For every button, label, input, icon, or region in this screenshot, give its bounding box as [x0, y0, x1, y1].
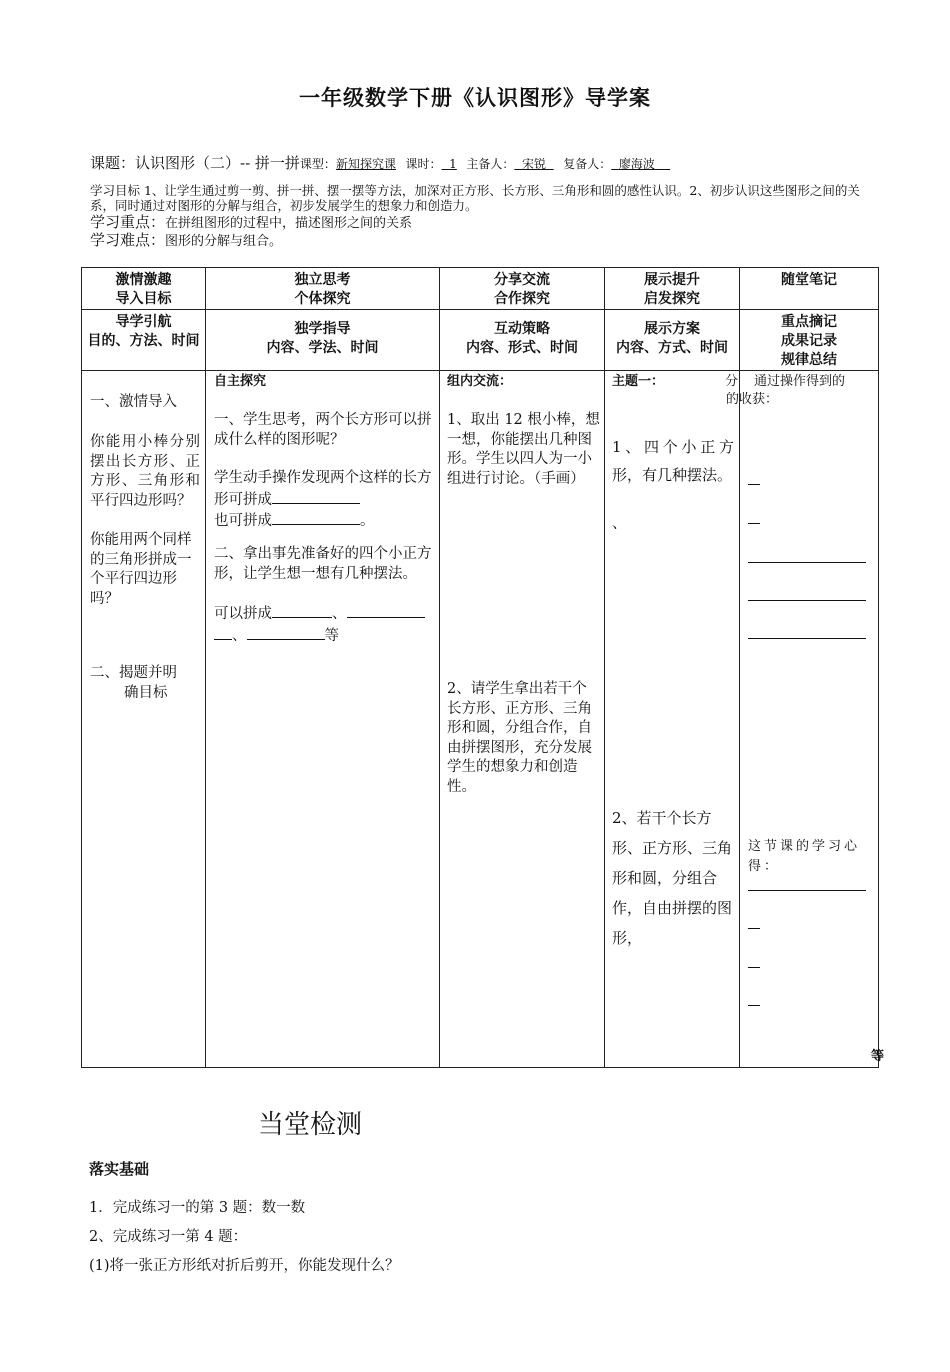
notes-blank	[748, 523, 760, 524]
topic-label: 课题：	[90, 154, 136, 172]
self-study-cell	[206, 371, 440, 1068]
goal-heading-line-2: 确目标	[124, 685, 168, 701]
difficulty-value: 图形的分解与组合。	[165, 234, 283, 249]
header-cell: 互动策略 内容、形式、时间	[440, 310, 605, 371]
type-label: 课型：	[299, 157, 336, 171]
intro-question-2: 你能用两个同样的三角形拼成一个平行四边形吗？	[90, 532, 192, 607]
group-task-2: 2、请学生拿出若干个长方形、正方形、三角形和圆，分组合作，自由拼摆图形，充分发展学生的想象力和创造性。	[447, 681, 592, 795]
header-cell: 随堂笔记	[740, 268, 879, 310]
show-heading: 主题一：	[612, 374, 665, 389]
check-subtitle: 落实基础	[89, 1160, 150, 1178]
intro-cell	[82, 371, 206, 1068]
notes-p1a: 通过操作得到的	[754, 374, 846, 389]
header-cell: 展示提升 启发探究	[605, 268, 740, 310]
learning-focus	[90, 214, 412, 250]
preparer-label: 主备人：	[466, 157, 515, 171]
preparer-value: 宋锐	[522, 157, 547, 171]
header-cell: 分享交流 合作探究	[440, 268, 605, 310]
notes-blank	[748, 638, 866, 639]
notes-blank	[748, 562, 866, 563]
notes-blank	[748, 890, 866, 891]
header-cell: 独学指导 内容、学法、时间	[206, 310, 440, 371]
hours-label: 课时：	[405, 157, 442, 171]
notes-blank	[748, 600, 866, 601]
self-study-p1: 一、学生思考，两个长方形可以拼成什么样的图形呢？	[214, 412, 432, 448]
hours-value: 1	[449, 157, 457, 171]
notes-end: 等	[871, 1049, 885, 1064]
learning-goals: 学习目标 1、让学生通过剪一剪、拼一拼、摆一摆等方法，加深对正方形、长方形、三角形和圆的感性认识。2、初步认识这些图形之间的关系，同时通过对图形的分解与组合，初步发展学生的想象力和创造力。	[90, 183, 860, 213]
notes-blank	[748, 928, 760, 929]
self-study-heading: 自主探究	[214, 374, 267, 389]
show-cell	[605, 371, 740, 1068]
check-item-2: 2、完成练习一第 4 题：	[89, 1229, 248, 1245]
intro-heading: 一、激情导入	[90, 394, 177, 410]
group-cell	[440, 371, 605, 1068]
check-title: 当堂检测	[258, 1110, 363, 1140]
key-label: 学习重点：	[90, 213, 166, 231]
intro-question-1: 你能用小棒分别摆出长方形、正方形、三角形和平行四边形吗？	[90, 434, 200, 509]
header-cell: 重点摘记 成果记录 规律总结	[740, 310, 879, 371]
show-topic-2: 2、若干个长方形、正方形、三角形和圆，分组合作，自由拼摆的图形，	[612, 809, 733, 947]
notes-blank	[748, 1005, 760, 1006]
self-study-p4: 可以拼成 、 、 等	[214, 603, 436, 646]
key-value: 在拼组图形的过程中，描述图形之间的关系	[165, 216, 413, 231]
notes-p1b: 的收获：	[726, 392, 779, 407]
topic-value: 认识图形（二）-- 拼一拼	[135, 154, 300, 172]
show-fen: 分	[725, 374, 739, 389]
header-cell: 导学引航 目的、方法、时间	[82, 310, 206, 371]
header-row-2	[82, 310, 879, 371]
self-study-p3: 二、拿出事先准备好的四个小正方形，让学生想一想有几种摆法。	[214, 546, 432, 582]
header-row-1	[82, 268, 879, 310]
notes-blank	[748, 484, 760, 485]
header-cell: 独立思考 个体探究	[206, 268, 440, 310]
notes-p2: 这节课的学习心得：	[748, 839, 861, 874]
check-item-1: 1．完成练习一的第 3 题：数一数	[89, 1200, 306, 1216]
notes-blank	[748, 967, 760, 968]
group-task-1: 1、取出 12 根小棒，想一想，你能摆出几种图形。学生以四人为一小组进行讨论。（手画）	[447, 412, 600, 487]
content-row	[82, 371, 879, 1068]
goal-heading-line-1: 二、揭题并明	[90, 665, 177, 681]
reviewer-label: 复备人：	[563, 157, 612, 171]
lesson-meta	[90, 152, 670, 173]
show-dun: 、	[612, 516, 627, 532]
lesson-table	[81, 267, 885, 1068]
notes-cell	[726, 371, 885, 1068]
self-study-p2: 学生动手操作发现两个这样的长方形可拼成 也可拼成 。	[214, 470, 432, 529]
group-heading: 组内交流：	[447, 374, 513, 389]
header-cell: 激情激趣 导入目标	[82, 268, 206, 310]
page-title: 一年级数学下册《认识图形》导学案	[299, 86, 651, 110]
check-item-3: (1)将一张正方形纸对折后剪开，你能发现什么？	[89, 1258, 400, 1274]
difficulty-label: 学习难点：	[90, 231, 166, 249]
show-topic-1: 1、四个小正方形，有几种摆法。	[612, 438, 734, 484]
reviewer-value: 廖海波	[618, 157, 655, 171]
header-cell: 展示方案 内容、方式、时间	[605, 310, 740, 371]
type-value: 新知探究课	[335, 157, 396, 171]
